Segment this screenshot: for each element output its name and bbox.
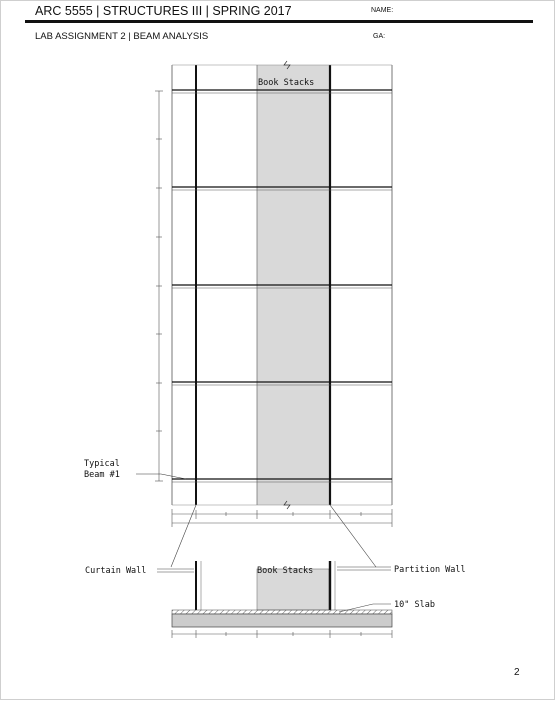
ten-inch-slab: [172, 614, 392, 627]
ga-field-label: GA:: [373, 33, 386, 40]
book-stacks-plan-label: Book Stacks: [258, 78, 315, 88]
curtain-wall-label: Curtain Wall: [85, 566, 147, 576]
building-section: [85, 505, 466, 638]
assignment-title: LAB ASSIGNMENT 2 | BEAM ANALYSIS: [35, 31, 209, 42]
typical-beam-label-1: Typical: [84, 459, 120, 469]
partition-wall-label: Partition Wall: [394, 565, 466, 575]
page-number: 2: [514, 667, 520, 678]
floor-plan: [84, 61, 392, 527]
slab-label: 10" Slab: [394, 600, 435, 610]
plan-dimension-strings: [172, 509, 392, 527]
slab-topping: [172, 610, 392, 614]
vertical-dimension: [155, 91, 163, 481]
name-field-label: NAME:: [371, 7, 394, 14]
typical-beam-label-2: Beam #1: [84, 470, 120, 480]
course-title: ARC 5555 | STRUCTURES III | SPRING 2017: [35, 4, 292, 18]
typical-beam-leader: [136, 474, 186, 479]
structural-drawing: [1, 1, 555, 701]
section-dimension-strings: [172, 630, 392, 638]
book-stacks-section-label: Book Stacks: [257, 566, 314, 576]
